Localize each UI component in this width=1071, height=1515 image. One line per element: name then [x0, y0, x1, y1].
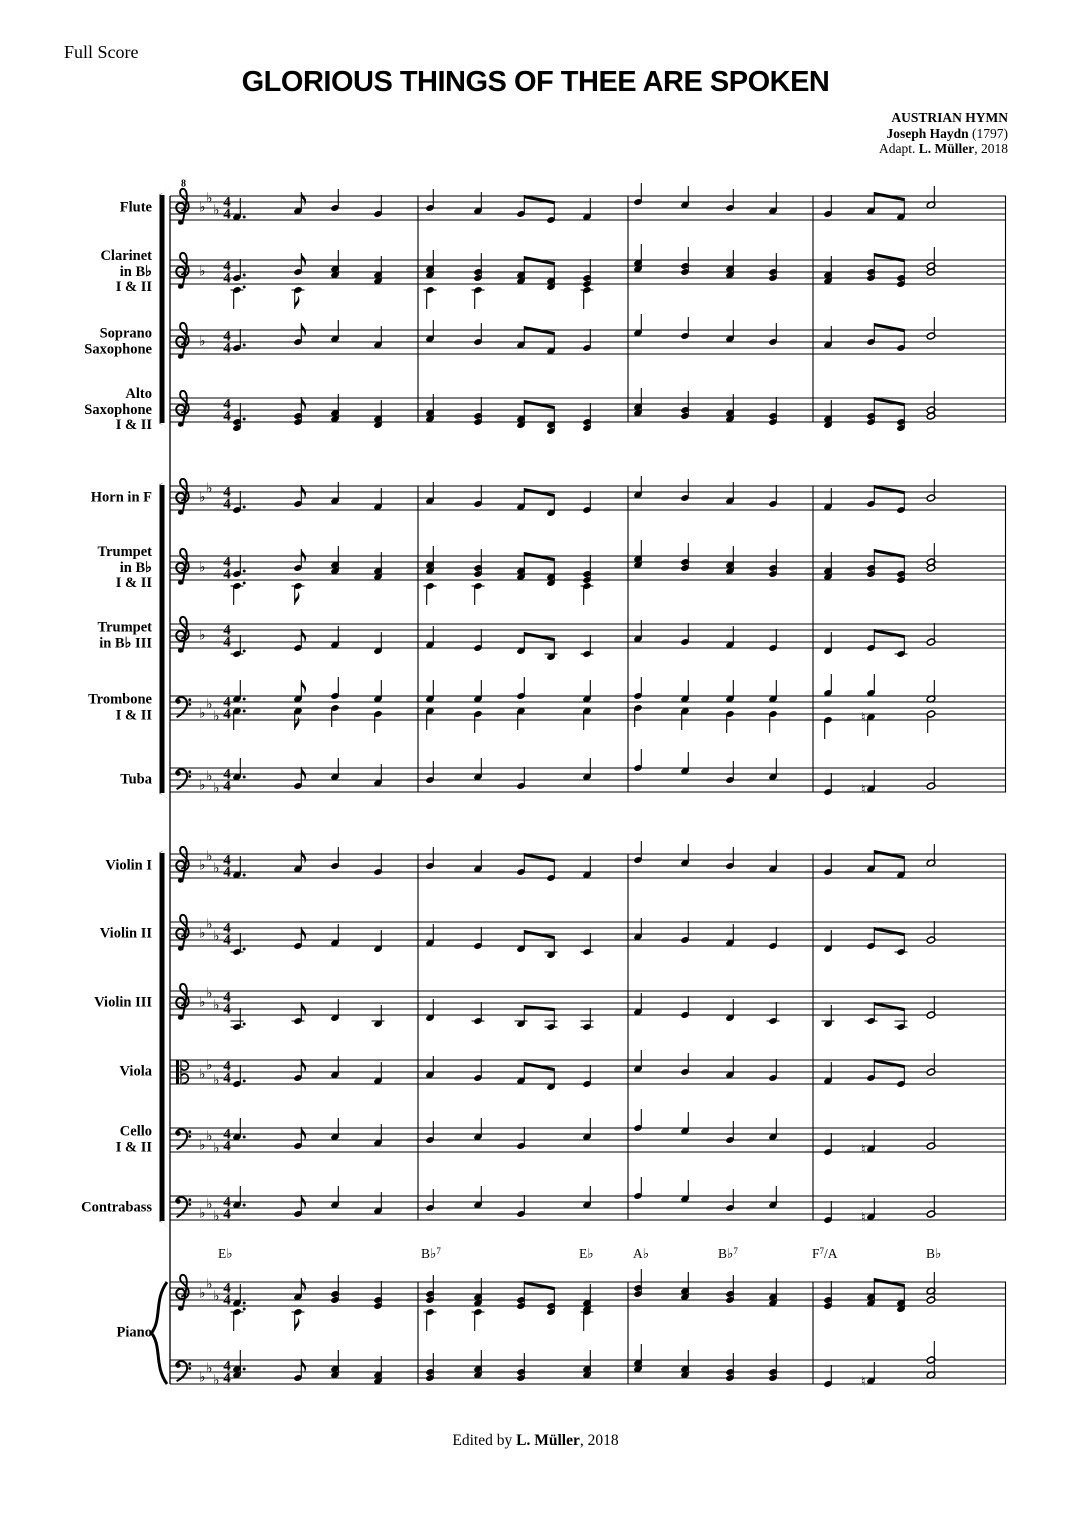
staff-label-line: Contrabass	[81, 1199, 152, 1216]
time-signature	[223, 1359, 231, 1387]
staff-clarinet	[170, 244, 1006, 309]
flat-sign	[213, 1073, 220, 1089]
flat-sign	[199, 628, 206, 644]
svg-text:4: 4	[223, 852, 231, 869]
svg-text:♭: ♭	[199, 333, 206, 350]
staff-piano-lh	[170, 1341, 1006, 1390]
staff-violin-3	[170, 984, 1006, 1031]
svg-text:♮: ♮	[861, 710, 866, 726]
staff-label-line: I & II	[115, 1139, 152, 1155]
svg-text:♭: ♭	[199, 857, 206, 874]
staff-label-line: I & II	[115, 416, 152, 433]
svg-text:4: 4	[223, 1206, 231, 1223]
staff-label-soprano-sax	[0, 327, 152, 358]
chord-symbol: E♭	[218, 1246, 233, 1261]
time-signature	[223, 329, 231, 357]
svg-text:♭: ♭	[213, 1072, 220, 1089]
staff-label-line: Viola	[119, 1063, 152, 1080]
flat-sign	[199, 264, 206, 280]
svg-text:4: 4	[223, 408, 231, 425]
svg-text:♭: ♭	[199, 559, 206, 576]
time-signature	[223, 990, 231, 1018]
time-signature	[223, 485, 231, 513]
svg-text:4: 4	[223, 1058, 231, 1075]
flat-sign	[206, 191, 213, 207]
staff-flute	[170, 179, 1006, 225]
svg-text:♭: ♭	[213, 1288, 220, 1305]
treble-clef-icon	[176, 479, 189, 515]
notes-viola	[232, 1050, 935, 1091]
staff-label-contrabass	[0, 1200, 152, 1216]
notes-soprano-sax	[232, 314, 935, 355]
notes-tuba	[232, 749, 935, 798]
notes-violin-2	[231, 918, 936, 959]
notes-trumpet-1-2	[231, 540, 936, 605]
chord-symbol: A♭	[633, 1246, 650, 1261]
svg-text:♮: ♮	[861, 1374, 866, 1390]
svg-text:♭: ♭	[213, 780, 220, 797]
staff-cello	[170, 1109, 1006, 1158]
time-signature	[223, 1281, 231, 1309]
flat-sign	[206, 1058, 213, 1074]
svg-text:4: 4	[223, 1292, 231, 1309]
staff-violin-1	[170, 841, 1006, 883]
svg-text:♭: ♭	[213, 1208, 220, 1225]
staff-label-line: Alto	[125, 385, 152, 402]
staff-label-trombone	[0, 693, 152, 724]
svg-text:♭: ♭	[213, 708, 220, 725]
flat-sign	[199, 926, 206, 942]
svg-text:4: 4	[223, 694, 231, 711]
page-type-label: Full Score	[64, 42, 139, 62]
chord-symbol: B♭$^7$	[718, 1245, 738, 1261]
staff-label-line: I & II	[115, 278, 152, 295]
staff-label-alto-sax	[0, 387, 152, 434]
time-signature	[223, 555, 231, 583]
staff-trumpet-3	[170, 617, 1006, 661]
page-title: GLORIOUS THINGS OF THEE ARE SPOKEN	[241, 66, 830, 98]
staff-label-line: in B♭ III	[99, 635, 152, 651]
staff-label-violin-2	[0, 926, 152, 942]
treble-clef-icon	[176, 391, 189, 427]
svg-text:4: 4	[223, 706, 231, 723]
flat-sign	[206, 1197, 213, 1213]
bracket-icon	[160, 195, 165, 423]
svg-text:♭: ♭	[199, 1205, 206, 1222]
chord-symbol: B♭	[926, 1246, 942, 1261]
svg-text:4: 4	[223, 1358, 231, 1375]
svg-text:4: 4	[223, 484, 231, 501]
staff-tuba	[170, 749, 1006, 798]
svg-text:4: 4	[223, 1126, 231, 1143]
flat-sign	[206, 1277, 213, 1293]
svg-text:4: 4	[223, 206, 231, 223]
svg-text:♭: ♭	[206, 768, 213, 785]
svg-text:4: 4	[223, 1194, 231, 1211]
flat-sign	[199, 560, 206, 576]
staff-label-line: Trumpet	[97, 619, 152, 636]
staff-label-line: Horn in F	[90, 489, 152, 506]
treble-clef-icon	[176, 617, 189, 653]
notes-trombone	[232, 674, 935, 739]
svg-text:4: 4	[223, 1138, 231, 1155]
staff-soprano-sax	[170, 314, 1006, 359]
staff-label-piano-rh	[0, 1325, 152, 1341]
notes-violin-3	[231, 993, 936, 1031]
credit-arranger: Adapt. L. Müller, 2018	[879, 141, 1008, 156]
notes-trumpet-3	[231, 620, 936, 661]
svg-text:4: 4	[223, 566, 231, 583]
svg-text:♭: ♭	[199, 705, 206, 722]
group-brackets	[152, 187, 170, 1384]
flat-sign	[213, 203, 220, 219]
staff-label-clarinet	[0, 249, 152, 296]
svg-text:♭: ♭	[206, 696, 213, 713]
notes-horn	[232, 476, 935, 517]
staff-violin-2	[170, 915, 1006, 959]
flat-sign	[199, 995, 206, 1011]
notes-piano-lh	[232, 1341, 935, 1390]
notes-violin-1	[232, 841, 935, 882]
staff-label-violin-3	[0, 995, 152, 1011]
staff-label-line: Trumpet	[97, 543, 152, 560]
svg-text:♮: ♮	[861, 1142, 866, 1158]
flat-sign	[206, 769, 213, 785]
bracket-icon	[160, 853, 165, 1221]
flat-sign	[199, 490, 206, 506]
staff-label-line: in B♭	[119, 263, 152, 280]
time-signature	[223, 695, 231, 723]
treble-clef-icon	[176, 984, 189, 1020]
bracket-icon	[160, 485, 165, 793]
time-signature	[223, 921, 231, 949]
svg-text:♭: ♭	[199, 777, 206, 794]
svg-text:♭: ♭	[206, 190, 213, 207]
flat-sign	[213, 1141, 220, 1157]
staff-label-line: Violin II	[99, 925, 152, 942]
flat-sign	[213, 998, 220, 1014]
footer-credit: Edited by L. Müller, 2018	[452, 1432, 619, 1449]
notes-contrabass	[232, 1177, 935, 1226]
svg-text:4: 4	[223, 258, 231, 275]
flat-sign	[199, 1067, 206, 1083]
flat-sign	[206, 481, 213, 497]
svg-text:4: 4	[223, 328, 231, 345]
svg-text:4: 4	[223, 766, 231, 783]
time-signature	[223, 1127, 231, 1155]
flat-sign	[199, 706, 206, 722]
svg-text:4: 4	[223, 989, 231, 1006]
svg-text:♭: ♭	[213, 928, 220, 945]
staff-trombone	[170, 674, 1006, 739]
svg-text:♮: ♮	[861, 782, 866, 798]
svg-text:4: 4	[223, 1280, 231, 1297]
svg-text:♭: ♭	[199, 1285, 206, 1302]
staff-label-horn	[0, 490, 152, 506]
treble-clef-icon	[176, 1275, 189, 1311]
staff-label-cello	[0, 1125, 152, 1156]
svg-text:♭: ♭	[199, 263, 206, 280]
flat-sign	[213, 781, 220, 797]
svg-text:♭: ♭	[206, 985, 213, 1002]
svg-text:♭: ♭	[213, 202, 220, 219]
chord-symbol: $F^7/A$	[812, 1245, 838, 1261]
svg-text:4: 4	[223, 1370, 231, 1387]
credits-block	[879, 110, 1008, 157]
staff-label-tuba	[0, 772, 152, 788]
staff-label-line: Soprano	[99, 325, 152, 342]
flat-sign	[206, 849, 213, 865]
staff-label-line: Flute	[119, 199, 152, 216]
staff-viola	[170, 1050, 1006, 1091]
svg-text:♭: ♭	[199, 994, 206, 1011]
svg-text:♭: ♭	[206, 1057, 213, 1074]
chord-symbol: B♭$^7$	[421, 1245, 441, 1261]
staff-label-line: in B♭	[119, 559, 152, 576]
flat-sign	[199, 200, 206, 216]
svg-text:4: 4	[223, 554, 231, 571]
flat-sign	[206, 1361, 213, 1377]
svg-text:♭: ♭	[206, 1128, 213, 1145]
flat-sign	[206, 1129, 213, 1145]
treble-clef-icon	[176, 253, 189, 289]
svg-text:♭: ♭	[199, 1066, 206, 1083]
staff-label-line: Saxophone	[84, 401, 152, 418]
flat-sign	[213, 709, 220, 725]
svg-text:4: 4	[223, 340, 231, 357]
flat-sign	[199, 1206, 206, 1222]
staff-label-line: Cello	[119, 1123, 152, 1140]
flat-sign	[199, 778, 206, 794]
staff-label-line: Piano	[116, 1324, 152, 1341]
svg-text:4: 4	[223, 270, 231, 287]
time-signature	[223, 195, 231, 223]
time-signature	[223, 259, 231, 287]
credit-hymn-name: AUSTRIAN HYMN	[891, 110, 1008, 125]
svg-text:♭: ♭	[206, 1196, 213, 1213]
flat-sign	[206, 917, 213, 933]
time-signature	[223, 853, 231, 881]
treble-clef-icon	[176, 915, 189, 951]
svg-text:♮: ♮	[861, 1210, 866, 1226]
flat-sign	[199, 1286, 206, 1302]
staff-piano-rh	[170, 1269, 1006, 1331]
notes-clarinet	[231, 244, 936, 309]
svg-text:4: 4	[223, 622, 231, 639]
svg-text:♭: ♭	[206, 916, 213, 933]
svg-text:4: 4	[223, 1001, 231, 1018]
svg-text:4: 4	[223, 1070, 231, 1087]
staff-label-trumpet-1-2	[0, 545, 152, 592]
treble-clef-icon	[176, 323, 189, 359]
staff-label-line: Violin I	[105, 857, 152, 874]
notes-flute	[232, 183, 935, 224]
time-signature	[223, 1195, 231, 1223]
flat-sign	[213, 929, 220, 945]
flat-sign	[213, 861, 220, 877]
flat-sign	[213, 1373, 220, 1389]
svg-text:♭: ♭	[206, 480, 213, 497]
time-signature	[223, 623, 231, 651]
svg-text:♭: ♭	[206, 1360, 213, 1377]
staff-label-viola	[0, 1064, 152, 1080]
svg-text:♭: ♭	[199, 925, 206, 942]
svg-text:♭: ♭	[213, 1140, 220, 1157]
svg-text:♭: ♭	[199, 199, 206, 216]
flat-sign	[199, 1138, 206, 1154]
notes-cello	[232, 1109, 935, 1158]
time-signature	[223, 397, 231, 425]
flat-sign	[206, 986, 213, 1002]
staff-alto-sax	[170, 388, 1006, 435]
svg-text:8: 8	[181, 178, 186, 190]
flat-sign	[213, 1289, 220, 1305]
staff-horn	[170, 476, 1006, 517]
staff-label-line: Saxophone	[84, 341, 152, 357]
treble-clef-icon	[176, 549, 189, 585]
notes-alto-sax	[232, 388, 935, 435]
svg-text:4: 4	[223, 778, 231, 795]
time-signature	[223, 1059, 231, 1087]
chord-symbol: E♭	[579, 1246, 594, 1261]
svg-text:♭: ♭	[206, 1276, 213, 1293]
staff-contrabass	[170, 1177, 1006, 1226]
staff-label-violin-1	[0, 858, 152, 874]
staff-label-line: Clarinet	[100, 247, 152, 264]
svg-text:4: 4	[223, 496, 231, 513]
svg-text:♭: ♭	[213, 1372, 220, 1389]
flat-sign	[199, 334, 206, 350]
staff-label-line: Trombone	[88, 691, 152, 708]
svg-text:♭: ♭	[199, 489, 206, 506]
staff-label-line: I & II	[115, 574, 152, 591]
svg-text:♭: ♭	[213, 860, 220, 877]
staff-trumpet-1-2	[170, 540, 1006, 605]
staff-label-line: I & II	[115, 707, 152, 723]
treble-clef-icon	[176, 847, 189, 883]
svg-text:4: 4	[223, 634, 231, 651]
flat-sign	[199, 858, 206, 874]
svg-text:♭: ♭	[206, 848, 213, 865]
staff-label-line: Tuba	[120, 771, 152, 788]
time-signature	[223, 767, 231, 795]
flat-sign	[206, 697, 213, 713]
svg-text:♭: ♭	[213, 997, 220, 1014]
credit-composer: Joseph Haydn (1797)	[886, 125, 1008, 141]
svg-text:♭: ♭	[199, 1369, 206, 1386]
staff-label-line: Violin III	[94, 994, 152, 1011]
svg-text:♭: ♭	[199, 1137, 206, 1154]
staff-label-trumpet-3	[0, 621, 152, 652]
flat-sign	[199, 1370, 206, 1386]
svg-text:4: 4	[223, 194, 231, 211]
svg-text:4: 4	[223, 920, 231, 937]
svg-text:4: 4	[223, 864, 231, 881]
piano-brace-icon	[152, 1282, 168, 1384]
svg-text:4: 4	[223, 932, 231, 949]
svg-text:♭: ♭	[199, 627, 206, 644]
flat-sign	[213, 1209, 220, 1225]
staff-label-flute	[0, 200, 152, 216]
svg-text:4: 4	[223, 396, 231, 413]
